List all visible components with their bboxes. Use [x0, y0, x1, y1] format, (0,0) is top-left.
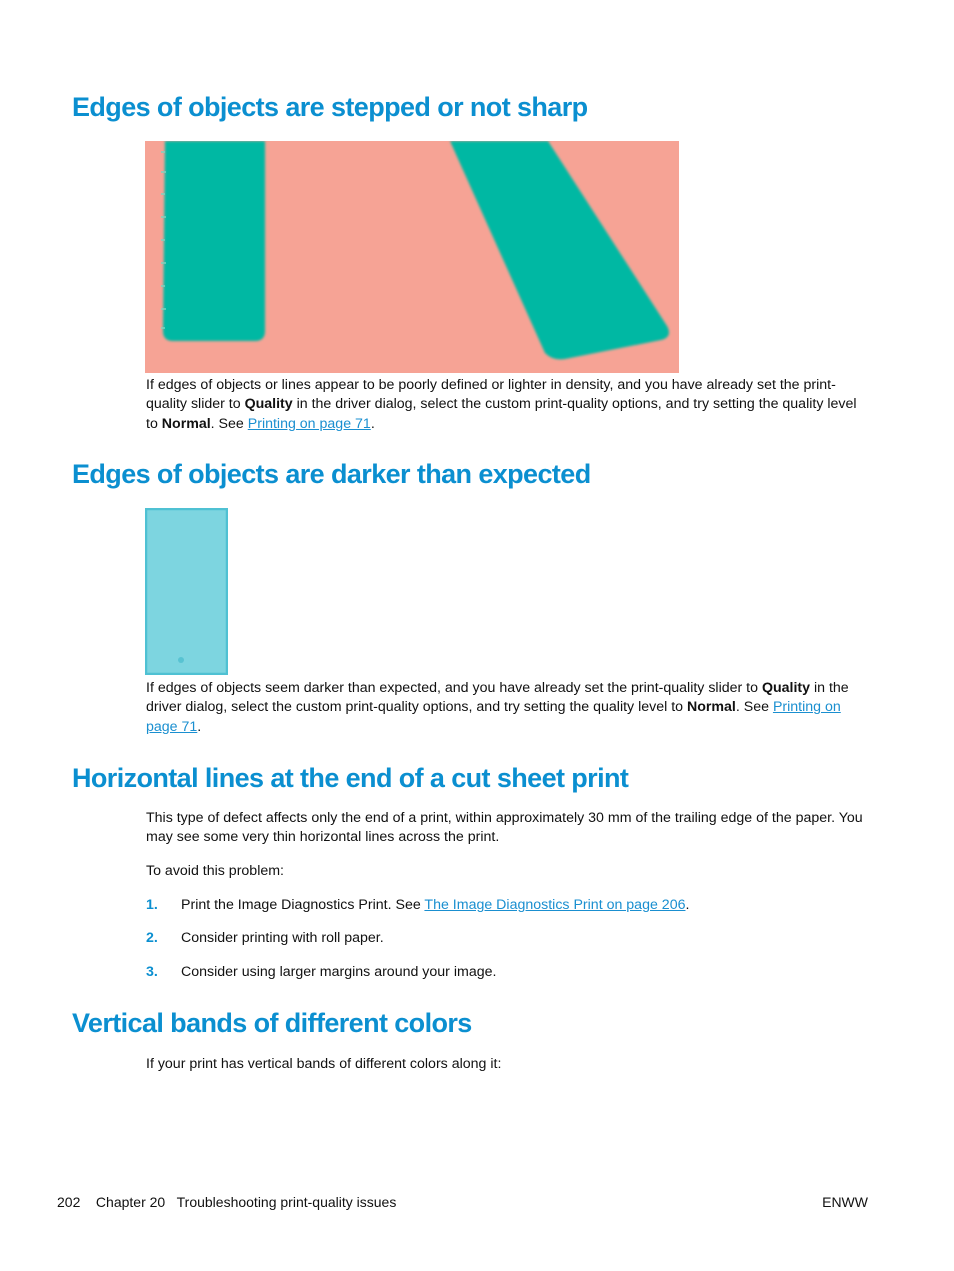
step-text-part: . — [685, 897, 690, 913]
chapter-title: Troubleshooting print-quality issues — [176, 1194, 397, 1210]
footer-enww: ENWW — [822, 1194, 868, 1210]
step-text: Consider using larger margins around your image. — [181, 964, 497, 980]
para-text: . — [370, 415, 375, 432]
link-printing-page-71[interactable]: Printing on page 71 — [247, 415, 371, 432]
step-number: 2. — [146, 930, 158, 946]
bold-normal: Normal — [686, 699, 736, 716]
bold-quality: Quality — [761, 680, 811, 696]
para-text: If edges of objects seem darker than expected, and you have already set the print-quality slider to — [146, 680, 762, 696]
para-text: . See — [210, 415, 248, 432]
para-text: . — [197, 718, 202, 735]
section-heading-stepped-edges: Edges of objects are stepped or not sharp — [72, 92, 588, 122]
section-heading-horizontal-lines: Horizontal lines at the end of a cut sheet print — [72, 763, 629, 793]
ink-spot — [178, 657, 184, 663]
paragraph-avoid-problem: To avoid this problem: — [146, 863, 285, 879]
paragraph-stepped-edges — [146, 376, 868, 434]
footer-right — [822, 1194, 868, 1210]
bold-normal: Normal — [161, 415, 211, 432]
link-printing-page-71[interactable]: Printing on page 71 — [146, 699, 841, 735]
paragraph-vertical-bands: If your print has vertical bands of different colors along it: — [146, 1056, 502, 1072]
para-text: If edges of objects or lines appear to be poorly defined or lighter in density, and you have already set the print-quality slider to — [146, 377, 836, 413]
link-image-diagnostics-print[interactable]: The Image Diagnostics Print on page 206 — [424, 897, 686, 913]
page-number: 202 — [57, 1194, 81, 1210]
para-text: in the driver dialog, select the custom print-quality options, and try setting the quality level to — [146, 396, 857, 432]
section-heading-vertical-bands: Vertical bands of different colors — [72, 1008, 472, 1038]
vertical-green-bar — [163, 141, 265, 341]
chapter-label: Chapter 20 — [95, 1194, 166, 1210]
para-text: . See — [735, 699, 773, 716]
step-text: Consider printing with roll paper. — [181, 930, 384, 946]
figure-stepped-edges — [145, 141, 679, 373]
para-text: in the driver dialog, select the custom print-quality options, and try setting the quality level to — [146, 680, 849, 716]
figure-darker-edges — [145, 508, 228, 675]
section-heading-darker-edges: Edges of objects are darker than expected — [72, 459, 591, 489]
step-text — [181, 896, 689, 915]
footer-left — [57, 1194, 396, 1210]
step-number: 3. — [146, 964, 158, 980]
step-number: 1. — [146, 897, 158, 913]
bold-quality: Quality — [244, 396, 293, 413]
paragraph-horizontal-lines: This type of defect affects only the end of a print, within approximately 30 mm of the trailing edge of the paper. You may see some very thin horizontal lines across the print. — [146, 810, 863, 846]
step-text-part: Print the Image Diagnostics Print. See — [181, 897, 425, 913]
paragraph-darker-edges — [146, 679, 868, 737]
cyan-patch — [145, 508, 228, 675]
